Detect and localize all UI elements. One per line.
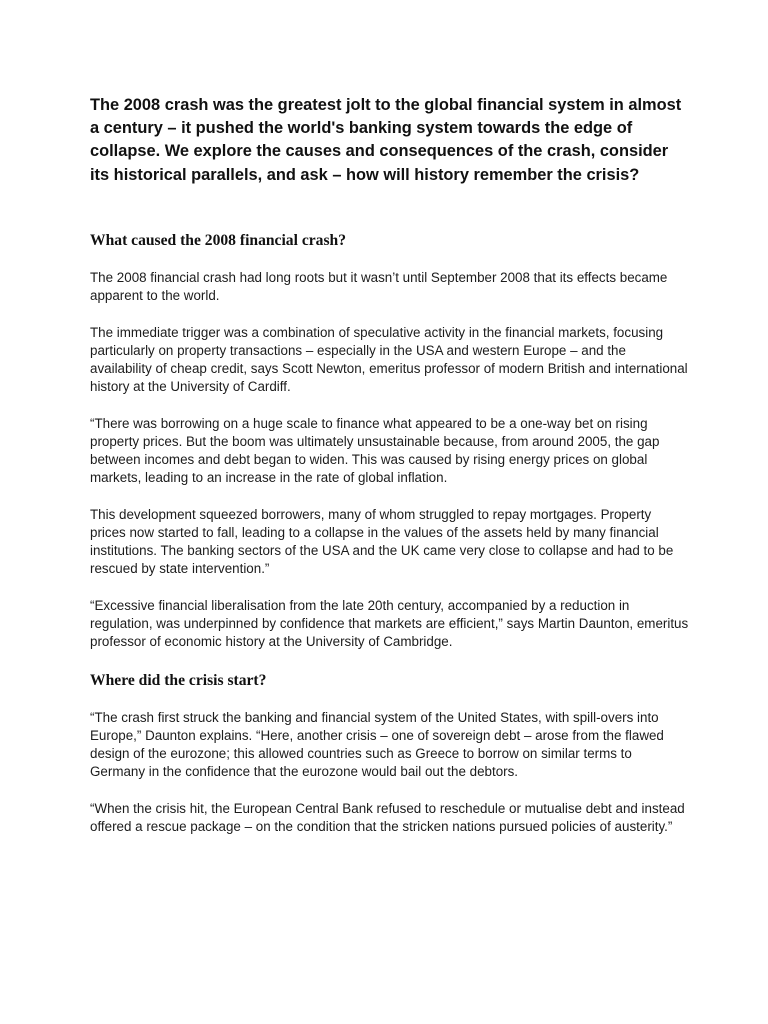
body-paragraph: “There was borrowing on a huge scale to finance what appeared to be a one-way bet on rising property prices. But the boom was ultimately unsustainable because, from around 2005, the gap between incomes and debt began to widen. This was caused by rising energy prices on global markets, leading to an increase in the rate of global inflation. [90, 415, 660, 485]
section-heading: Where did the crisis start? [90, 671, 267, 689]
section-heading: What caused the 2008 financial crash? [90, 231, 347, 249]
intro-paragraph: The 2008 crash was the greatest jolt to the global financial system in almost a century – it pushed the world's banking system towards the edge of collapse. We explore the causes and consequences of the crash, consider its historical parallels, and ask – how will history remember the crisis? [90, 96, 682, 184]
section-where-start [90, 671, 690, 836]
body-paragraph: “When the crisis hit, the European Central Bank refused to reschedule or mutualise debt and instead offered a rescue package – on the condition that the stricken nations pursued policies of austerity.” [90, 800, 685, 834]
body-paragraph: “Excessive financial liberalisation from the late 20th century, accompanied by a reduction in regulation, was underpinned by confidence that markets are efficient,” says Martin Daunton, emeritus professor of economic history at the University of Cambridge. [90, 597, 689, 649]
section-what-caused [90, 231, 690, 651]
body-paragraph: This development squeezed borrowers, many of whom struggled to repay mortgages. Property prices now started to fall, leading to a collapse in the values of the assets held by many financial institutions. The banking sectors of the USA and the UK came very close to collapse and had to be rescued by state intervention.” [90, 506, 674, 576]
body-paragraph: The 2008 financial crash had long roots but it wasn’t until September 2008 that its effects became apparent to the world. [90, 269, 668, 303]
body-paragraph: The immediate trigger was a combination of speculative activity in the financial markets, focusing particularly on property transactions – especially in the USA and western Europe – and the availability of cheap credit, says Scott Newton, emeritus professor of modern British and international history at the University of Cardiff. [90, 324, 688, 394]
body-paragraph: “The crash first struck the banking and financial system of the United States, with spill-overs into Europe,” Daunton explains. “Here, another crisis – one of sovereign debt – arose from the flawed design of the eurozone; this allowed countries such as Greece to borrow on similar terms to Germany in the confidence that the eurozone would bail out the debtors. [90, 709, 664, 779]
document-page [90, 94, 690, 855]
